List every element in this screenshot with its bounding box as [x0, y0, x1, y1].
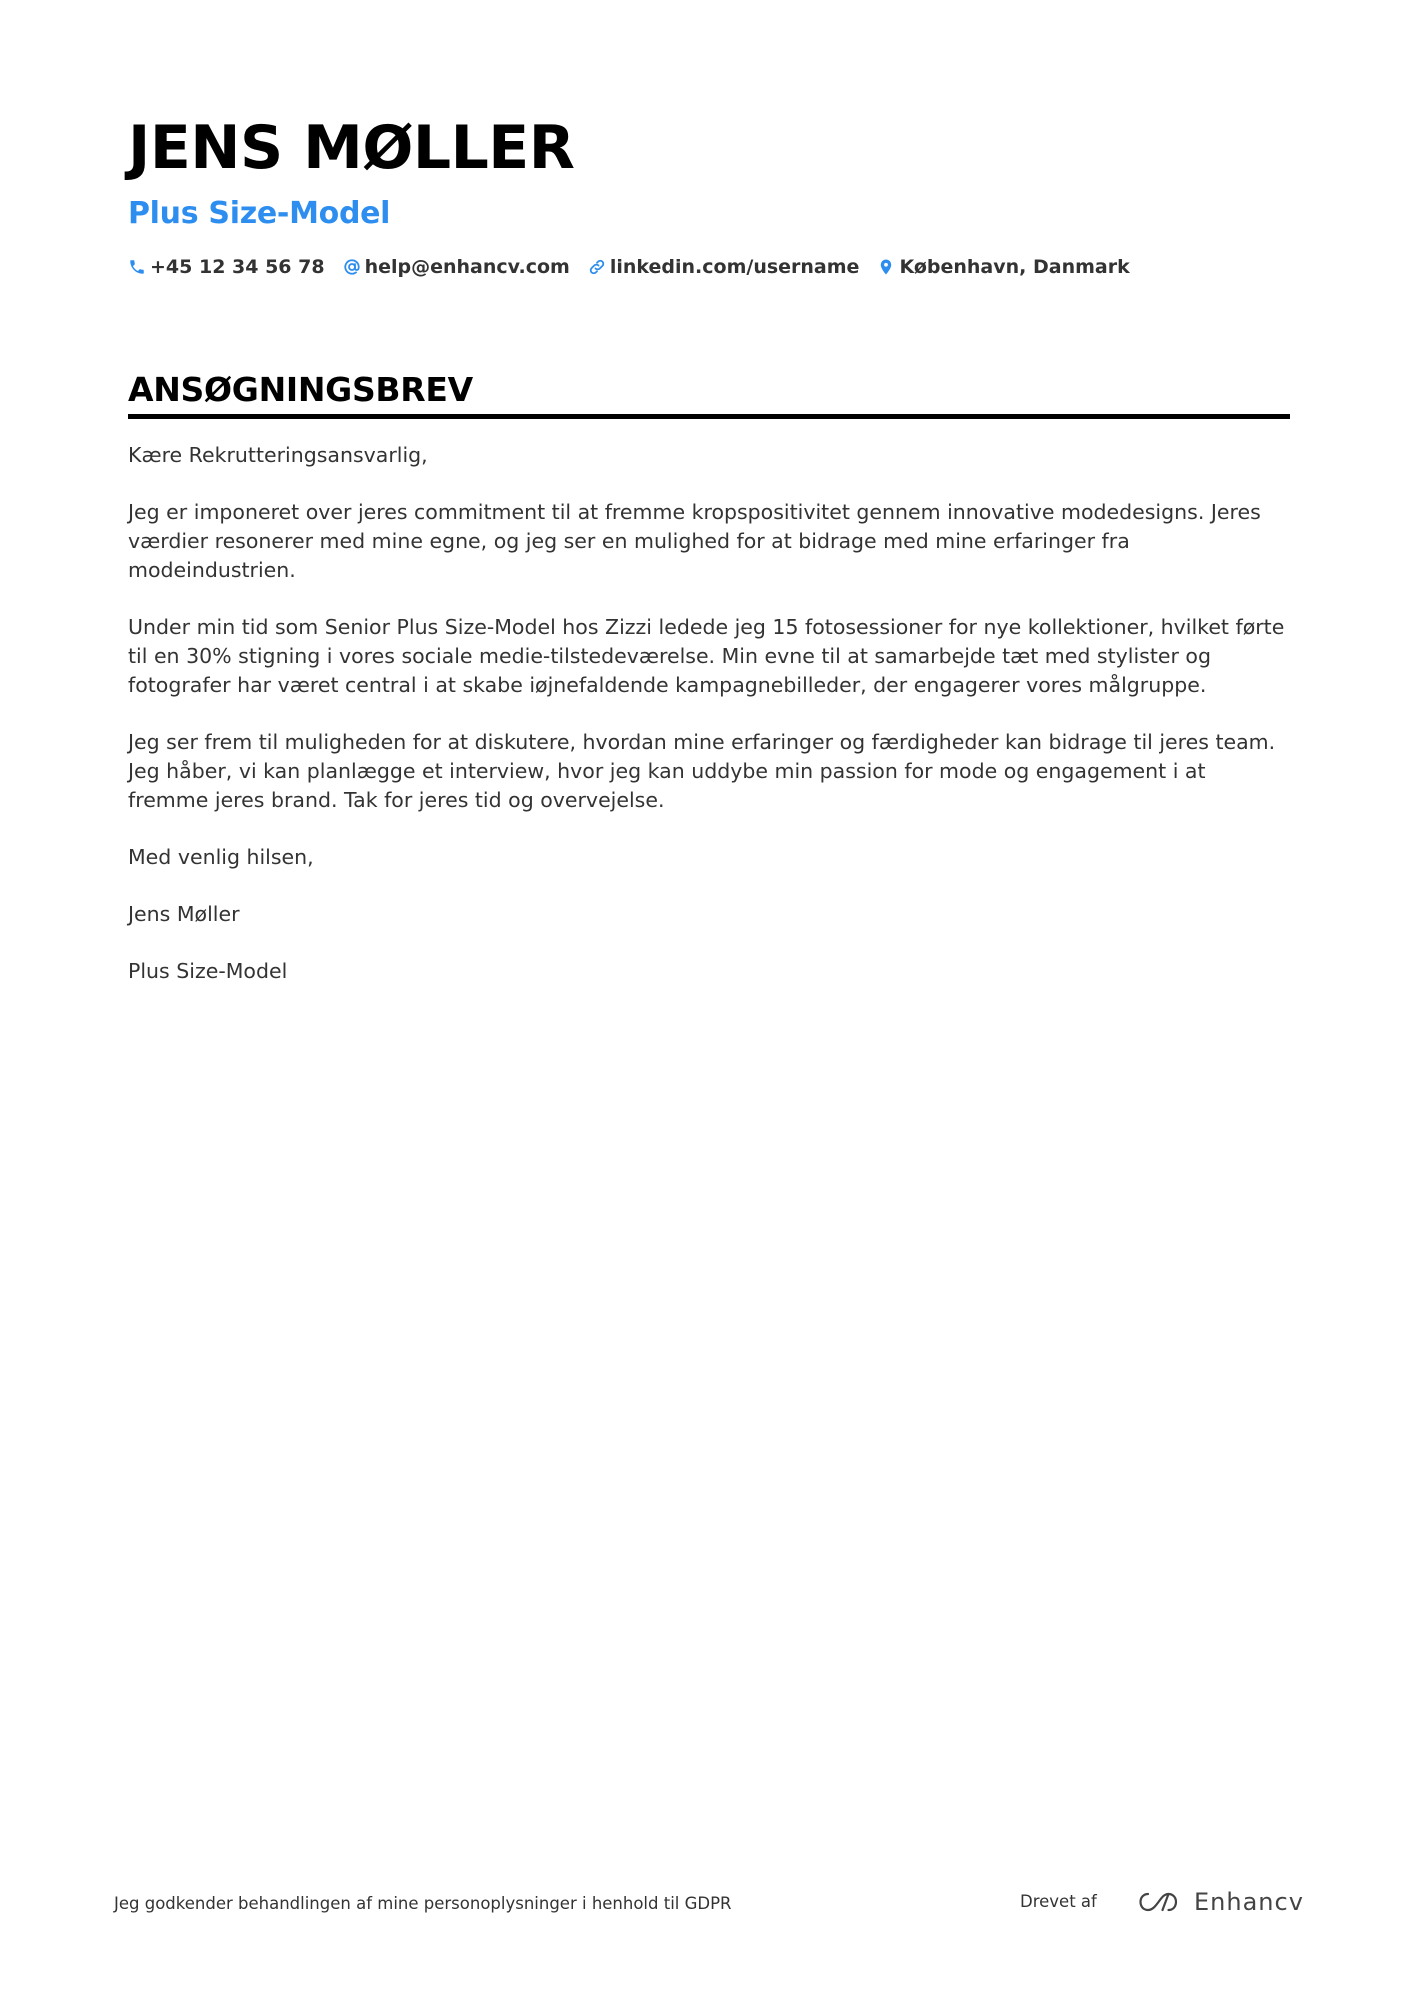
location-text: København, Danmark: [899, 256, 1130, 278]
header: [128, 108, 1290, 278]
enhancv-logo-icon: [1138, 1889, 1184, 1915]
footer: [114, 1888, 1304, 1920]
enhancv-wordmark: Enhancv: [1194, 1888, 1304, 1916]
contact-email[interactable]: [343, 256, 570, 278]
contact-linkedin[interactable]: [588, 256, 860, 278]
location-pin-icon: [877, 258, 895, 276]
linkedin-url[interactable]: linkedin.com/username: [609, 256, 860, 278]
section-title: ANSØGNINGSBREV: [128, 368, 1290, 419]
phone-number: +45 12 34 56 78: [150, 256, 325, 278]
at-icon: [343, 258, 361, 276]
signature-name: Jens Møller: [128, 902, 240, 926]
enhancv-brand[interactable]: [1138, 1888, 1304, 1916]
letter-paragraph-1: Jeg er imponeret over jeres commitment til at fremme kropspositivitet gennem innovative modedesigns. Jeres værdier resonerer med mine egne, og jeg ser en mulighed for at bidrage med mine erfaringer fra modeindustrien.: [128, 500, 1261, 582]
letter-paragraph-2: Under min tid som Senior Plus Size-Model hos Zizzi ledede jeg 15 fotosessioner for nye kollektioner, hvilket førte til en 30% stigning i vores sociale medie-tilstedeværelse. Min evne til at samarbejde tæt med stylister og fotografer har været central i at skabe iøjnefaldende kampagnebilleder, der engagerer vores målgruppe.: [128, 615, 1285, 697]
letter-paragraph-3: Jeg ser frem til muligheden for at diskutere, hvordan mine erfaringer og færdigheder kan bidrage til jeres team. Jeg håber, vi kan planlægge et interview, hvor jeg kan uddybe min passion for mode og engagement i at fremme jeres brand. Tak for jeres tid og overvejelse.: [128, 730, 1276, 812]
gdpr-consent-text: Jeg godkender behandlingen af mine personoplysninger i henhold til GDPR: [114, 1894, 732, 1913]
applicant-title: Plus Size-Model: [128, 196, 391, 231]
cover-letter-section: [128, 368, 1290, 1014]
contact-phone: [128, 256, 325, 278]
powered-by-label: Drevet af: [1020, 1892, 1097, 1911]
applicant-name: JENS MØLLER: [128, 113, 575, 183]
letter-closing: Med venlig hilsen,: [128, 845, 314, 869]
email-address[interactable]: help@enhancv.com: [364, 256, 570, 278]
phone-icon: [128, 258, 146, 276]
contact-location: [877, 256, 1129, 278]
letter-body: [128, 441, 1290, 986]
signature-title: Plus Size-Model: [128, 959, 288, 983]
contact-bar: [128, 256, 1290, 278]
link-icon: [588, 258, 606, 276]
letter-greeting: Kære Rekrutteringsansvarlig,: [128, 443, 428, 467]
